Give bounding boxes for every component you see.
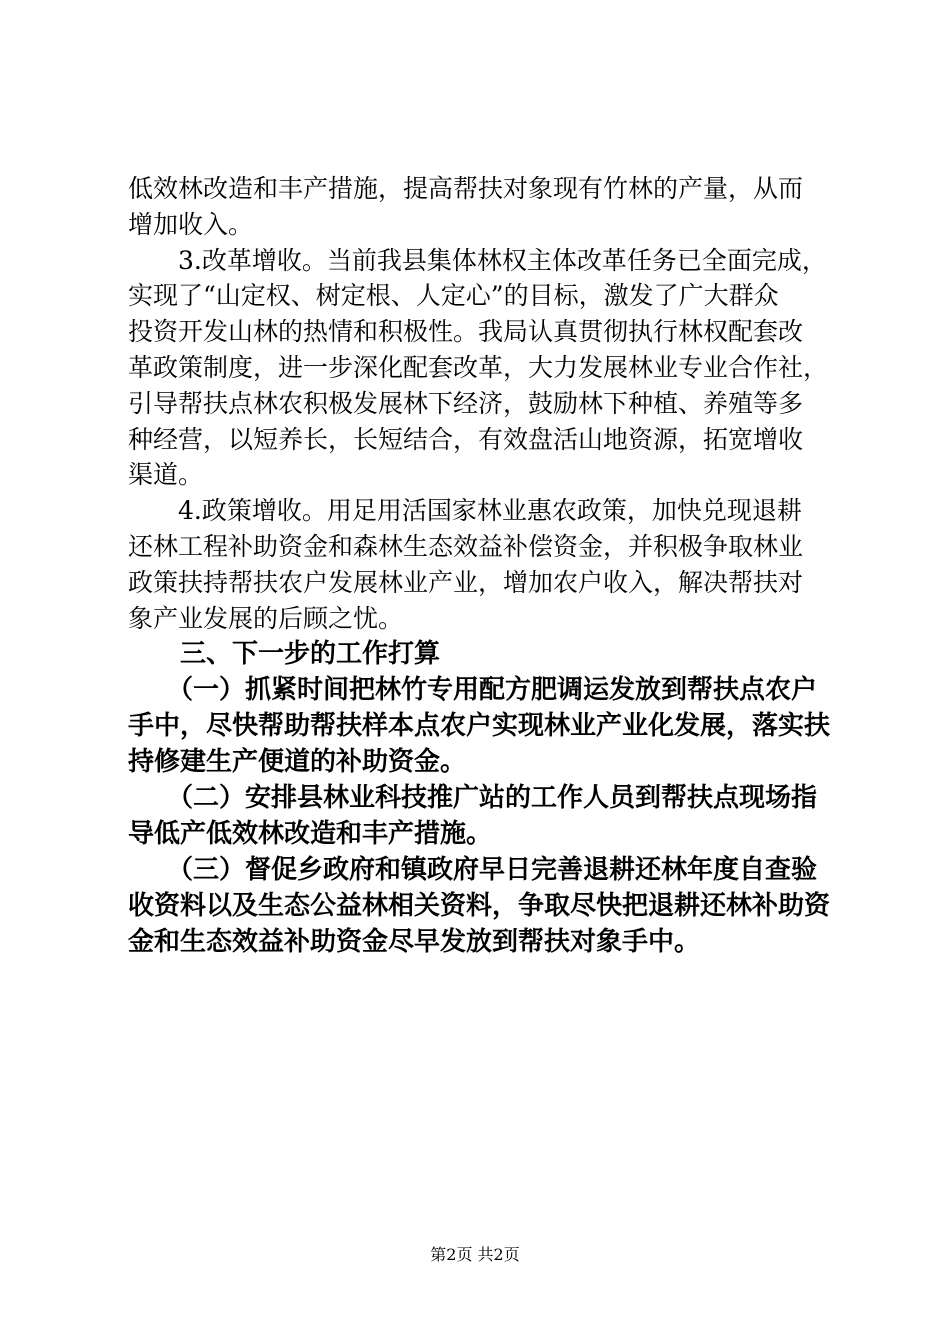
text-line: 低效林改造和丰产措施，提高帮扶对象现有竹林的产量，从而 <box>128 174 804 203</box>
text-line: 引导帮扶点林农积极发展林下经济，鼓励林下种植、养殖等多 <box>128 388 804 418</box>
text-line: 投资开发山林的热情和积极性。我局认真贯彻执行林权配套改 <box>128 317 804 347</box>
text-line: 种经营，以短养长，长短结合，有效盘活山地资源，拓宽增收 <box>128 424 804 454</box>
document-body <box>128 171 848 960</box>
text-line: 象产业发展的后顾之忧。 <box>128 603 404 633</box>
text-line: 还林工程补助资金和森林生态效益补偿资金，并积极争取林业 <box>128 531 804 561</box>
text-line: 持修建生产便道的补助资金。 <box>128 747 467 778</box>
section-heading: 三、下一步的工作打算 <box>128 639 441 670</box>
text-line: （二）安排县林业科技推广站的工作人员到帮扶点现场指 <box>128 783 818 814</box>
text-line: （三）督促乡政府和镇政府早日完善退耕还林年度自查验 <box>128 855 818 886</box>
text-line: 渠道。 <box>128 460 204 490</box>
text-line: 政策扶持帮扶农户发展林业产业，增加农户收入，解决帮扶对 <box>128 567 804 597</box>
text-line: （一）抓紧时间把林竹专用配方肥调运发放到帮扶点农户 <box>128 675 818 706</box>
text-line: 收资料以及生态公益林相关资料，争取尽快把退耕还林补助资 <box>128 891 831 922</box>
text-line: 手中，尽快帮助帮扶样本点农户实现林业产业化发展，落实扶 <box>128 711 831 742</box>
text-line: 实现了“山定权、树定根、人定心”的目标，激发了广大群众 <box>128 281 779 311</box>
text-line: 3.改革增收。当前我县集体林权主体改革任务已全面完成， <box>128 245 827 275</box>
text-line: 导低产低效林改造和丰产措施。 <box>128 819 493 850</box>
text-line: 增加收入。 <box>128 209 254 239</box>
text-line: 4.政策增收。用足用活国家林业惠农政策，加快兑现退耕 <box>128 496 802 526</box>
page-footer: 第2页 共2页 <box>430 1245 520 1264</box>
text-line: 革政策制度，进一步深化配套改革，大力发展林业专业合作社， <box>128 352 829 382</box>
text-line: 金和生态效益补助资金尽早发放到帮扶对象手中。 <box>128 927 701 958</box>
